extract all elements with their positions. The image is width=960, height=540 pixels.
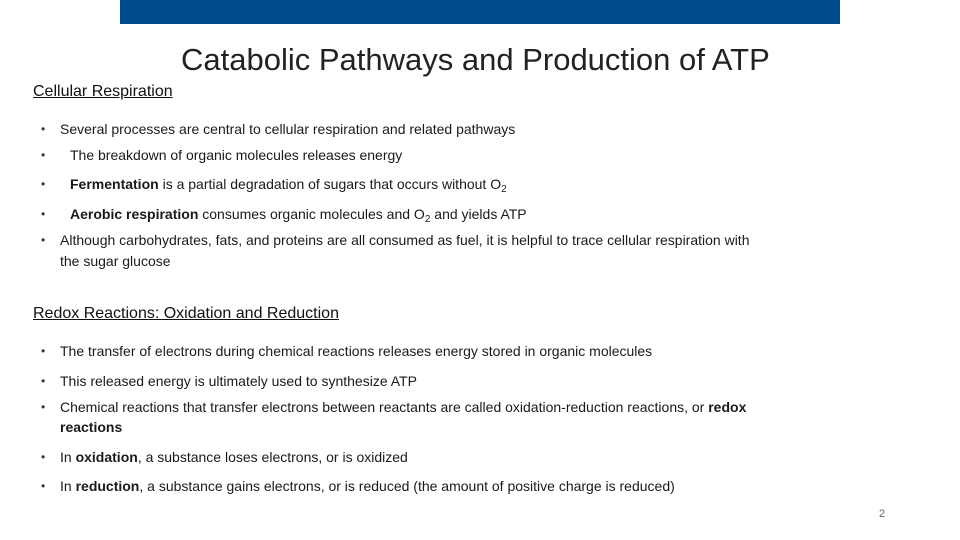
bullet-dot: •: [41, 148, 46, 162]
bullet-aerobic: Aerobic respiration consumes organic molecules and $O_2$ and yields ATP: [70, 206, 527, 225]
section-heading-redox: Redox Reactions: Oxidation and Reduction: [33, 305, 339, 322]
bullet-dot: •: [41, 177, 46, 191]
bullet-redox-line2: [60, 418, 122, 436]
bullet-fermentation: Fermentation is a partial degradation of sugars that occurs without $O_2$: [70, 176, 507, 195]
bullet-dot: •: [41, 122, 46, 136]
bullet-transfer: The transfer of electrons during chemical reactions releases energy stored in organic molecules: [60, 343, 653, 359]
bullet-reduction: In reduction, a substance gains electrons, or is reduced (the amount of positive charge is reduced): [60, 478, 675, 494]
term-fermentation: Fermentation: [70, 176, 159, 192]
page-number: 2: [879, 508, 886, 520]
bullet-redox-line1: Chemical reactions that transfer electrons between reactants are called oxidation-reduction reactions, or redox: [60, 399, 747, 415]
bullet-processes: Several processes are central to cellular respiration and related pathways: [60, 121, 516, 137]
bullet-released-energy: This released energy is ultimately used to synthesize ATP: [60, 373, 417, 389]
top-accent-bar: [120, 0, 840, 24]
term-redox: redox: [708, 399, 747, 415]
term-reduction: reduction: [75, 478, 140, 494]
bullet-breakdown: The breakdown of organic molecules releases energy: [70, 147, 403, 163]
section-heading-cellular-respiration: Cellular Respiration: [33, 83, 173, 100]
slide-title: Catabolic Pathways and Production of ATP: [181, 42, 770, 77]
bullet-dot: •: [41, 344, 46, 358]
bullet-dot: •: [41, 233, 46, 247]
bullet-dot: •: [41, 400, 46, 414]
bullet-fuel-line2: the sugar glucose: [60, 253, 171, 269]
term-reactions: reactions: [60, 419, 123, 435]
bullet-dot: •: [41, 479, 46, 493]
bullet-oxidation: In oxidation, a substance loses electrons, or is oxidized: [60, 449, 408, 465]
bullet-dot: •: [41, 207, 46, 221]
bullet-dot: •: [41, 450, 46, 464]
term-aerobic-respiration: Aerobic respiration: [70, 206, 199, 222]
bullet-fuel-line1: Although carbohydrates, fats, and proteins are all consumed as fuel, it is helpful to trace cellular respiration with: [60, 232, 750, 248]
term-oxidation: oxidation: [75, 449, 138, 465]
bullet-dot: •: [41, 374, 46, 388]
